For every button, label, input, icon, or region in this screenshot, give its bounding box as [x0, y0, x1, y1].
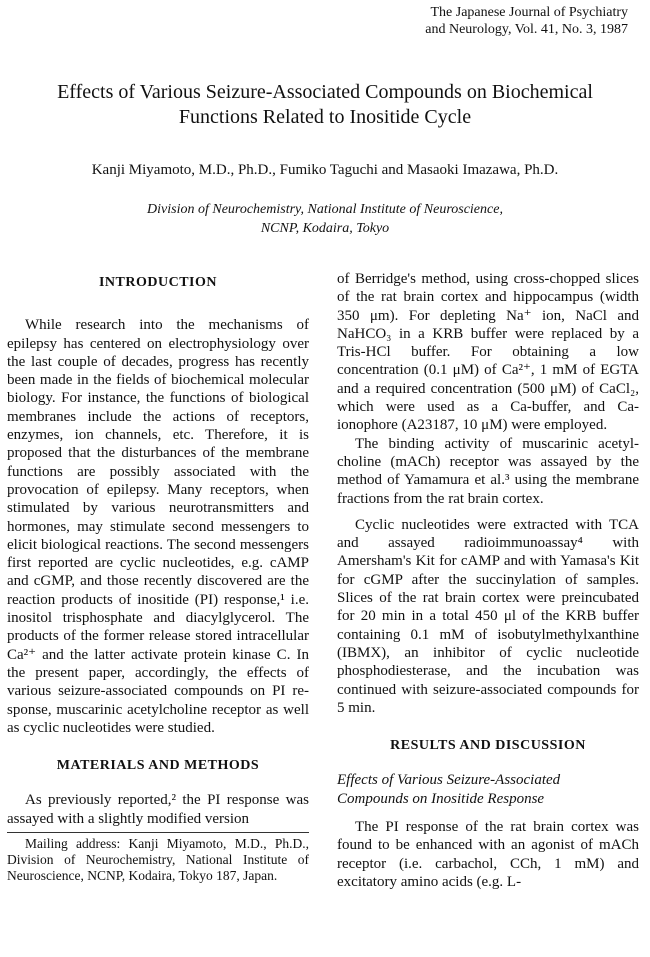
title-line-1: Effects of Various Seizure-Associated Compounds on Biochemical	[57, 81, 593, 103]
introduction-paragraph: While research into the mechanisms of epilepsy has centered on electrophysiology over the last couple of decades, progress has recently been made in the fields of biochemical molecular biology. For instance, the functions of biological membranes include the actions of receptors, enzymes, ion channels, etc. Therefore, it is proposed that the disturbances of the membrane functions are possibly associated with the provocation of epilepsy. Many receptors, when stimulated by various neurotransmitters and hormones, may stimulate second messengers to elicit biological reactions. The second messengers first reported are cyclic nucleotides, e.g. cAMP and cGMP, and those recently discovered are the reaction products of inositide (PI) response,¹ i.e. inositol trisphosphate and diacylglycerol. The products of the former release stored intracellular Ca²⁺ and the latter activate protein kinase C. In the present paper, accordingly, the effects of various seizure-associated compounds on PI response, muscarinic acetylcholine receptor as well as cyclic nucleotides were studied.	[7, 317, 309, 736]
results-heading: RESULTS AND DISCUSSION	[390, 738, 586, 754]
affiliation	[20, 200, 630, 238]
author-list: Kanji Miyamoto, M.D., Ph.D., Fumiko Taguchi and Masaoki Imazawa, Ph.D.	[91, 162, 559, 178]
right-column	[337, 270, 639, 891]
affiliation-line-2: NCNP, Kodaira, Tokyo	[260, 221, 390, 236]
pi-response-paragraph: The PI response of the rat brain cortex was found to be enhanced with an agonist of mACh receptor (i.e. carbachol, CCh, 1 mM) and excitatory amino acids (e.g. L-	[337, 819, 639, 890]
methods-continued-paragraph: of Berridge's method, using cross-chopped slices of the rat brain cortex and hippocampus (width 350 μm). For depleting Na⁺ ion, NaCl and NaHCO₃ in a KRB buffer were replaced by a Tris-HCl buffer. For obtaining a low concentration (0.1 μM) of Ca²⁺, 1 mM of EGTA and a required concentration (500 μM) of CaCl₂, which were used as a Ca-buffer, and Ca-ionophore (A23187, 10 μM) were employed.	[337, 271, 639, 434]
journal-line-2: and Neurology, Vol. 41, No. 3, 1987	[425, 22, 628, 37]
introduction-heading: INTRODUCTION	[98, 275, 217, 290]
methods-heading: MATERIALS AND METHODS	[56, 758, 260, 774]
methods-paragraph: As previously reported,² the PI response was assayed with a slightly modified version	[7, 792, 309, 827]
paper-title	[20, 80, 630, 130]
affiliation-line-1: Division of Neurochemistry, National Institute of Neuroscience,	[147, 202, 503, 217]
journal-line-1: The Japanese Journal of Psychiatry	[430, 5, 628, 20]
mailing-address-footnote	[7, 832, 309, 884]
title-line-2: Functions Related to Inositide Cycle	[178, 106, 472, 128]
subheading-line-1: Effects of Various Seizure-Associated	[337, 772, 561, 789]
cyclic-nucleotides-paragraph: Cyclic nucleotides were extracted with TCA and assayed radioimmunoassay⁴ with Amersham's Kit for cAMP and with Yamasa's Kit for cGMP after the succinylation of samples. Slices of the rat brain cortex were preincubated for 20 min in a total 450 μl of the KRB buffer containing 0.1 mM of isobutylmethylxanthine (IBMX), an inhibitor of cyclic nucleotide phosphodiesterase, and the incubation was continued with seizure-associated compounds for 5 min.	[337, 516, 639, 716]
results-subheading	[337, 771, 639, 808]
binding-activity-paragraph: The binding activity of muscarinic acetylcholine (mACh) receptor was assayed by the method of Yamamura et al.³ using the membrane fractions from the rat brain cortex.	[337, 435, 639, 507]
subheading-line-2: Compounds on Inositide Response	[337, 790, 545, 807]
journal-citation	[425, 4, 628, 38]
mailing-address-text: Mailing address: Kanji Miyamoto, M.D., Ph.D., Division of Neurochemistry, National Institute of Neuroscience, NCNP, Kodaira, Tokyo 187, Japan.	[7, 836, 309, 884]
left-column	[7, 270, 309, 884]
